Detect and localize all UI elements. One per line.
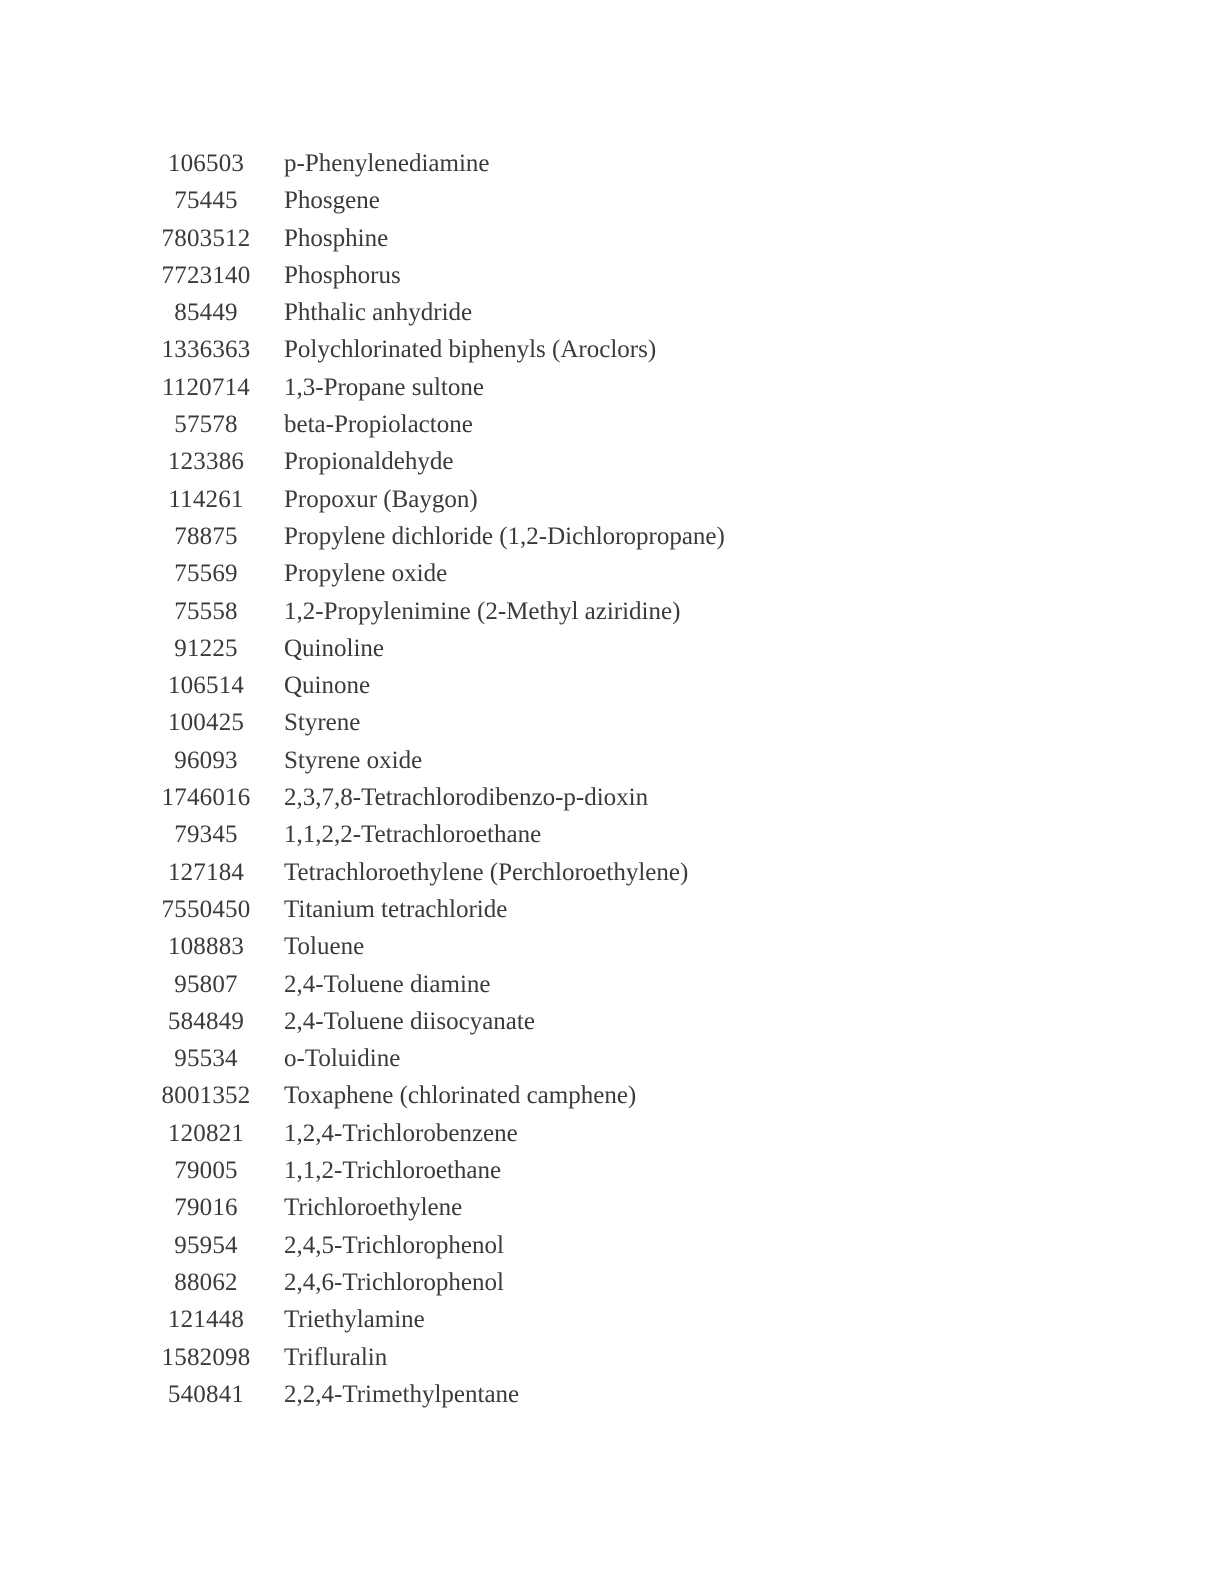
list-item: [150, 891, 850, 928]
cas-number: 1336363: [161, 336, 251, 364]
chemical-name: 2,2,4-Trimethylpentane: [284, 1380, 520, 1408]
list-item: [150, 182, 850, 219]
cas-number: 7550450: [161, 895, 251, 923]
cas-number: 79005: [174, 1157, 238, 1185]
cas-number: 95807: [174, 970, 238, 998]
list-item: [150, 1115, 850, 1152]
chemical-name: Phosphine: [284, 224, 389, 252]
list-item: [150, 1003, 850, 1040]
list-item: [150, 779, 850, 816]
cas-number: 96093: [174, 746, 238, 774]
cas-number: 95534: [174, 1045, 238, 1073]
cas-number: 7723140: [161, 261, 251, 289]
chemical-name: Phosgene: [284, 187, 380, 215]
cas-number: 106503: [167, 150, 245, 177]
chemical-name: beta-Propiolactone: [284, 411, 473, 439]
list-item: [150, 294, 850, 331]
list-item: [150, 1189, 850, 1226]
chemical-name: Titanium tetrachloride: [284, 895, 508, 923]
list-item: [150, 1301, 850, 1338]
chemical-name: Quinoline: [284, 634, 384, 662]
list-item: [150, 1040, 850, 1077]
cas-number: 100425: [167, 709, 245, 737]
chemical-name: Propylene dichloride (1,2-Dichloropropane): [284, 522, 725, 550]
chemical-name: Phthalic anhydride: [284, 299, 473, 327]
chemical-name: 2,4,5-Trichlorophenol: [284, 1231, 504, 1259]
list-item: [150, 667, 850, 704]
list-item: [150, 742, 850, 779]
list-item: [150, 443, 850, 480]
chemical-name: 1,1,2,2-Tetrachloroethane: [284, 821, 542, 849]
list-item: [150, 630, 850, 667]
list-item: [150, 518, 850, 555]
cas-number: 123386: [167, 448, 245, 476]
chemical-name: Propionaldehyde: [284, 448, 454, 476]
cas-number: 540841: [167, 1380, 245, 1408]
chemical-name: Tetrachloroethylene (Perchloroethylene): [284, 858, 689, 886]
list-item: [150, 220, 850, 257]
cas-number: 121448: [167, 1306, 245, 1334]
list-item: [150, 1152, 850, 1189]
chemical-name: Triethylamine: [284, 1306, 425, 1334]
cas-number: 75558: [174, 597, 238, 625]
chemical-name: 2,4-Toluene diamine: [284, 970, 491, 998]
chemical-name: Polychlorinated biphenyls (Aroclors): [284, 336, 657, 364]
cas-number: 91225: [174, 634, 238, 662]
chemical-name: Quinone: [284, 672, 371, 700]
chemical-name: 1,3-Propane sultone: [284, 373, 484, 401]
chemical-name: Trifluralin: [284, 1343, 388, 1371]
list-item: [150, 1227, 850, 1264]
chemical-name: Toluene: [284, 933, 365, 961]
chemical-name: Propylene oxide: [284, 560, 448, 588]
cas-number: 85449: [174, 299, 238, 327]
chemical-name: Propoxur (Baygon): [284, 485, 478, 513]
cas-number: 75569: [174, 560, 238, 588]
chemical-name: Trichloroethylene: [284, 1194, 463, 1222]
cas-number: 57578: [174, 411, 238, 439]
list-item: [150, 1376, 850, 1413]
list-item: [150, 369, 850, 406]
cas-number: 95954: [174, 1231, 238, 1259]
cas-number: 1582098: [161, 1343, 251, 1371]
cas-number: 1746016: [161, 784, 251, 812]
list-item: [150, 1264, 850, 1301]
chemical-name: Styrene oxide: [284, 746, 423, 774]
chemical-name: 2,3,7,8-Tetrachlorodibenzo-p-dioxin: [284, 784, 649, 812]
cas-number: 7803512: [161, 224, 251, 252]
list-item: [150, 854, 850, 891]
chemical-name: 2,4-Toluene diisocyanate: [284, 1007, 535, 1035]
chemical-name: 1,2-Propylenimine (2-Methyl aziridine): [284, 597, 681, 625]
chemical-name: 2,4,6-Trichlorophenol: [284, 1268, 504, 1296]
cas-number: 79345: [174, 821, 238, 849]
cas-number: 79016: [174, 1194, 238, 1222]
chemical-name: Toxaphene (chlorinated camphene): [284, 1082, 637, 1110]
list-item: [150, 593, 850, 630]
cas-number: 584849: [167, 1007, 245, 1035]
cas-number: 78875: [174, 522, 238, 550]
list-item: [150, 1077, 850, 1114]
chemical-name: o-Toluidine: [284, 1045, 401, 1073]
list-item: [150, 555, 850, 592]
chemical-name: p-Phenylenediamine: [284, 150, 490, 177]
list-item: [150, 331, 850, 368]
list-item: [150, 257, 850, 294]
chemical-name: Styrene: [284, 709, 361, 737]
cas-number: 120821: [167, 1119, 245, 1147]
chemical-name: Phosphorus: [284, 261, 401, 289]
cas-number: 106514: [167, 672, 245, 700]
list-item: [150, 816, 850, 853]
list-item: [150, 145, 850, 182]
chemical-name: 1,2,4-Trichlorobenzene: [284, 1119, 518, 1147]
list-item: [150, 481, 850, 518]
chemical-list: [150, 145, 850, 1413]
cas-number: 8001352: [161, 1082, 251, 1110]
cas-number: 88062: [174, 1268, 238, 1296]
cas-number: 114261: [168, 485, 244, 513]
cas-number: 75445: [174, 187, 238, 215]
chemical-name: 1,1,2-Trichloroethane: [284, 1157, 502, 1185]
list-item: [150, 928, 850, 965]
cas-number: 1120714: [162, 373, 250, 401]
list-item: [150, 704, 850, 741]
cas-number: 108883: [167, 933, 245, 961]
list-item: [150, 1339, 850, 1376]
list-item: [150, 406, 850, 443]
list-item: [150, 966, 850, 1003]
cas-number: 127184: [167, 858, 245, 886]
